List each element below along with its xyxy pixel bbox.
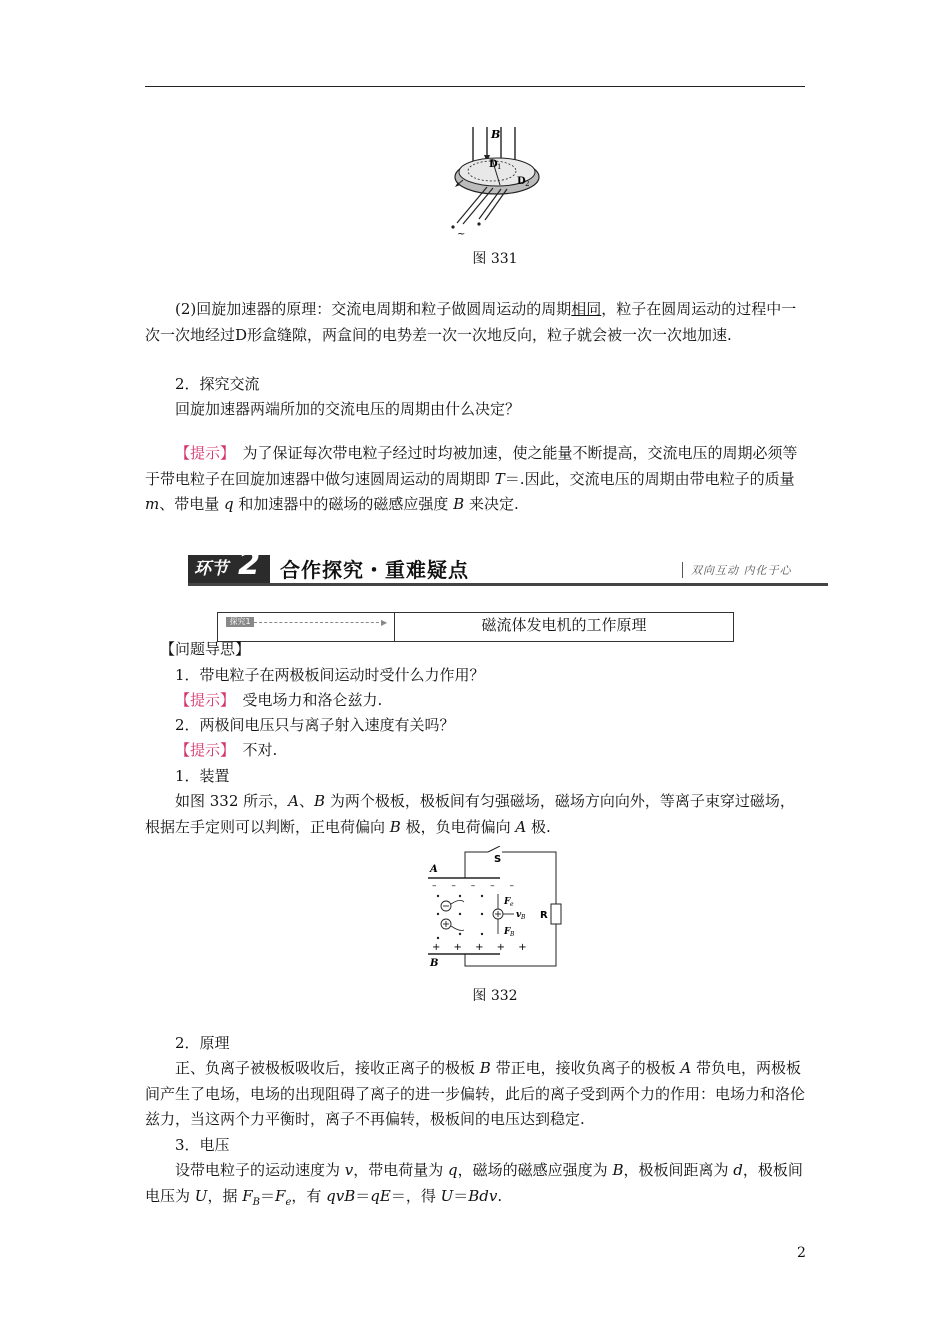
hint-paragraph: 【提示】 为了保证每次带电粒子经过时均被加速，使之能量不断提高，交流电压的周期必须等于带电粒子在回旋加速器中做匀速圆周运动的周期即 T＝.因此，交流电压的周期由带电粒子的质量 m、带电量 q 和加速器中的磁场的磁感应强度 B 来决定. bbox=[145, 444, 798, 513]
topic-box bbox=[217, 612, 734, 642]
guide-a1: 【提示】 受电场力和洛仑兹力. bbox=[175, 691, 383, 709]
arrow-head-icon: ▶ bbox=[381, 618, 388, 627]
figure1-caption: 图 331 bbox=[472, 251, 518, 267]
mhd-generator-figure bbox=[420, 846, 565, 971]
banner-rule bbox=[188, 583, 828, 586]
b-field-label: B bbox=[491, 128, 501, 141]
hint-tag: 【提示】 bbox=[175, 444, 228, 462]
device-paragraph: 如图 332 所示，A、B 为两个极板，极板间有匀强磁场，磁场方向向外，等离子束穿过磁场，根据左手定则可以判断，正电荷偏向 B 极，负电荷偏向 A 极. bbox=[145, 792, 795, 836]
svg-text:+ + + + +: + + + + + bbox=[432, 942, 532, 953]
plate-a-label: A bbox=[430, 864, 438, 875]
guide-a2: 【提示】 不对. bbox=[175, 741, 278, 759]
plate-b-label: B bbox=[430, 958, 439, 969]
guide-heading: 【问题导思】 bbox=[160, 640, 251, 658]
banner-subtitle: 双向互动 内化于心 bbox=[682, 562, 792, 578]
cyclotron-figure bbox=[445, 125, 555, 240]
figure2-caption: 图 332 bbox=[472, 988, 518, 1004]
voltage-text: 设带电粒子的运动速度为 v，带电荷量为 q，磁场的磁感应强度为 B，极板间距离为 d，极板间电压为 U，据 $F_B=F_e$，有 qvB＝qE＝，得 U＝Bdv. bbox=[145, 1161, 803, 1208]
principle-heading: 2．原理 bbox=[175, 1034, 230, 1052]
header-rule bbox=[145, 86, 805, 87]
d2-label: D bbox=[517, 176, 526, 187]
d1-sub: 1 bbox=[497, 163, 502, 171]
fb-label: F bbox=[504, 927, 511, 937]
guide-q2: 2．两极间电压只与离子射入速度有关吗？ bbox=[175, 716, 455, 734]
voltage-heading: 3．电压 bbox=[175, 1136, 230, 1154]
vb-label: v bbox=[516, 910, 522, 920]
resistor-label: R bbox=[540, 910, 548, 921]
switch-label: S bbox=[494, 854, 502, 865]
topic-arrow bbox=[254, 622, 384, 624]
topic-label: 探究1 bbox=[226, 617, 254, 627]
topic-title: 磁流体发电机的工作原理 bbox=[481, 616, 647, 634]
principle-text: 正、负离子被极板吸收后，接收正离子的极板 B 带正电，接收负离子的极板 A 带负电，两极板间产生了电场，电场的出现阻碍了离子的进一步偏转，此后的离子受到两个力的作用：电场力和洛伦兹力，当这两个力平衡时，离子不再偏转，极板间的电压达到稳定. bbox=[145, 1059, 806, 1128]
banner-tag: 环节 2 bbox=[188, 555, 270, 583]
guide-q1: 1．带电粒子在两极板间运动时受什么力作用？ bbox=[175, 666, 485, 684]
d2-sub: 2 bbox=[525, 180, 530, 188]
svg-text:B: B bbox=[521, 914, 526, 921]
svg-text:B: B bbox=[510, 931, 515, 938]
banner-title: 合作探究・重难疑点 bbox=[280, 558, 469, 582]
section-banner bbox=[188, 544, 828, 586]
ac-label: ~ bbox=[457, 229, 466, 240]
explore-heading: 2．探究交流 bbox=[175, 375, 260, 393]
page-number: 2 bbox=[797, 1245, 806, 1261]
svg-text:– – – – –: – – – – – bbox=[432, 881, 520, 891]
principle-paragraph: (2)回旋加速器的原理：交流电周期和粒子做圆周运动的周期相同，粒子在圆周运动的过程中一次一次地经过D形盒缝隙，两盒间的电势差一次一次地反向，粒子就会被一次一次地加速. bbox=[145, 300, 797, 344]
d1-label: D bbox=[489, 159, 498, 170]
device-heading: 1．装置 bbox=[175, 767, 230, 785]
svg-text:e: e bbox=[510, 901, 514, 908]
explore-question: 回旋加速器两端所加的交流电压的周期由什么决定？ bbox=[175, 400, 521, 418]
fe-label: F bbox=[504, 897, 511, 907]
